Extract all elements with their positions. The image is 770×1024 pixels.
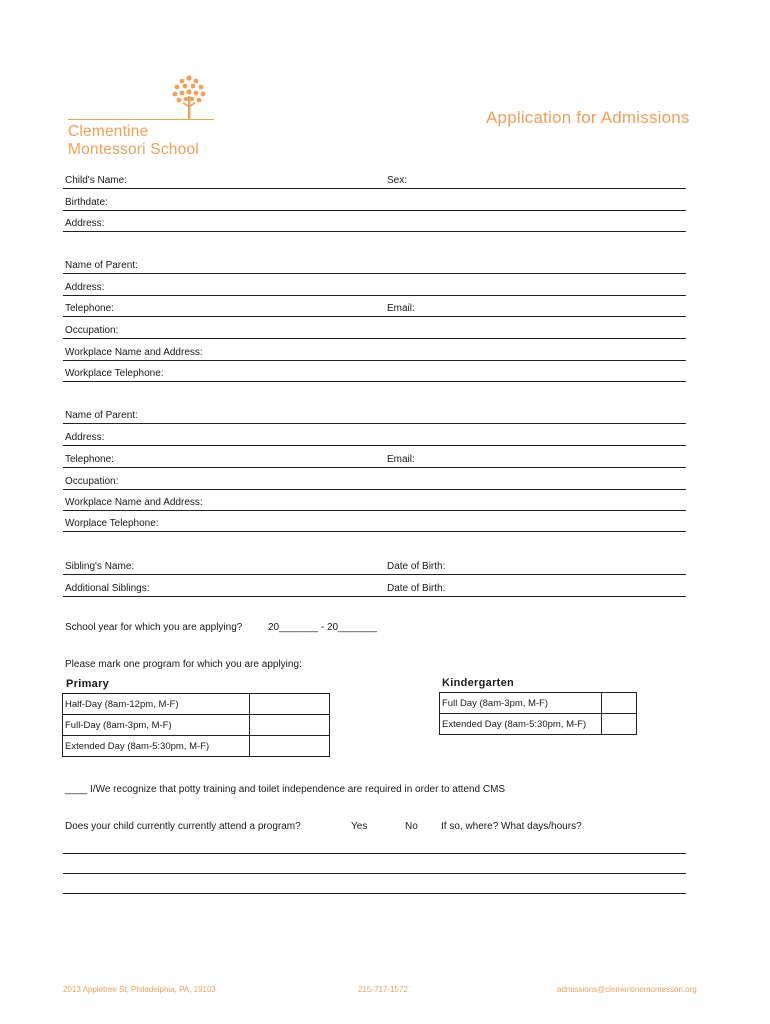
program-instruction: Please mark one program for which you are applying: [65,659,302,670]
kindergarten-option-label: Full Day (8am-3pm, M-F) [440,693,602,714]
primary-option-checkbox[interactable] [250,736,330,757]
footer-email[interactable]: admissions@clementinemontessori.org [557,985,697,994]
birthdate-label: Birthdate: [65,197,108,208]
parent2-telephone-row[interactable] [63,454,686,468]
answer-line-2[interactable] [63,873,686,874]
additional-siblings-label: Additional Siblings: [65,583,150,594]
primary-heading: Primary [66,678,110,690]
child-address-label: Address: [65,218,105,229]
primary-option-checkbox[interactable] [250,694,330,715]
birthdate-row[interactable] [63,197,686,211]
form-title: Application for Admissions [486,108,690,127]
sibling-dob-label: Date of Birth: [387,561,446,572]
parent2-email-label: Email: [387,454,415,465]
parent2-address-label: Address: [65,432,105,443]
footer-address: 2013 Appletree St, Philadelphia, PA, 19103 [63,985,216,994]
answer-line-3[interactable] [63,893,686,894]
kindergarten-option-checkbox[interactable] [602,714,637,735]
school-year-question: School year for which you are applying? [65,622,243,633]
sex-label: Sex: [387,175,408,186]
parent1-occupation-label: Occupation: [65,325,119,336]
kindergarten-option-label: Extended Day (8am-5:30pm, M-F) [440,714,602,735]
parent2-occupation-row[interactable] [63,476,686,490]
answer-line-1[interactable] [63,853,686,854]
current-program-yes[interactable]: Yes [351,821,368,832]
parent1-workplace-row[interactable] [63,347,686,361]
sibling-name-label: Sibling's Name: [65,561,135,572]
parent1-name-label: Name of Parent: [65,260,138,271]
parent2-telephone-label: Telephone: [65,454,114,465]
parent1-occupation-row[interactable] [63,325,686,339]
parent2-address-row[interactable] [63,432,686,446]
parent2-workplace-row[interactable] [63,497,686,511]
current-program-followup: If so, where? What days/hours? [441,821,582,832]
table-row [63,694,330,715]
parent2-occupation-label: Occupation: [65,476,119,487]
parent2-workplace-tel-label: Worplace Telephone: [65,518,159,529]
parent1-name-row[interactable] [63,260,686,274]
child-name-label: Child's Name: [65,175,127,186]
logo-line-1: Clementine [68,123,149,140]
parent1-email-label: Email: [387,303,415,314]
parent1-workplace-tel-row[interactable] [63,368,686,382]
current-program-no[interactable]: No [405,821,418,832]
parent2-workplace-tel-row[interactable] [63,518,686,532]
primary-program-table [62,693,330,757]
child-name-row[interactable] [63,175,686,189]
logo-line-2: Montessori School [68,141,199,158]
current-program-question: Does your child currently currently attend a program? [65,821,301,832]
parent1-workplace-label: Workplace Name and Address: [65,347,203,358]
sibling-row[interactable] [63,561,686,575]
footer-phone: 215-717-1572 [358,985,408,994]
table-row [440,693,637,714]
table-row [63,715,330,736]
potty-training-acknowledgement[interactable]: ____ I/We recognize that potty training and toilet independence are required in order to attend CMS [65,784,506,795]
school-logo-text [68,123,199,159]
school-year-blank[interactable]: 20_______ - 20_______ [268,622,377,633]
parent2-workplace-label: Workplace Name and Address: [65,497,203,508]
parent1-telephone-label: Telephone: [65,303,114,314]
parent2-name-label: Name of Parent: [65,410,138,421]
primary-option-label: Full-Day (8am-3pm, M-F) [63,715,250,736]
parent1-address-row[interactable] [63,282,686,296]
additional-siblings-row[interactable] [63,583,686,597]
kindergarten-option-checkbox[interactable] [602,693,637,714]
kindergarten-program-table [439,692,637,735]
primary-option-label: Half-Day (8am-12pm, M-F) [63,694,250,715]
parent1-telephone-row[interactable] [63,303,686,317]
parent1-workplace-tel-label: Workplace Telephone: [65,368,164,379]
child-address-row[interactable] [63,218,686,232]
additional-dob-label: Date of Birth: [387,583,446,594]
kindergarten-heading: Kindergarten [442,677,515,689]
primary-option-checkbox[interactable] [250,715,330,736]
tree-logo-icon [170,74,208,122]
table-row [440,714,637,735]
parent2-name-row[interactable] [63,410,686,424]
parent1-address-label: Address: [65,282,105,293]
table-row [63,736,330,757]
primary-option-label: Extended Day (8am-5:30pm, M-F) [63,736,250,757]
logo-divider [68,119,214,120]
